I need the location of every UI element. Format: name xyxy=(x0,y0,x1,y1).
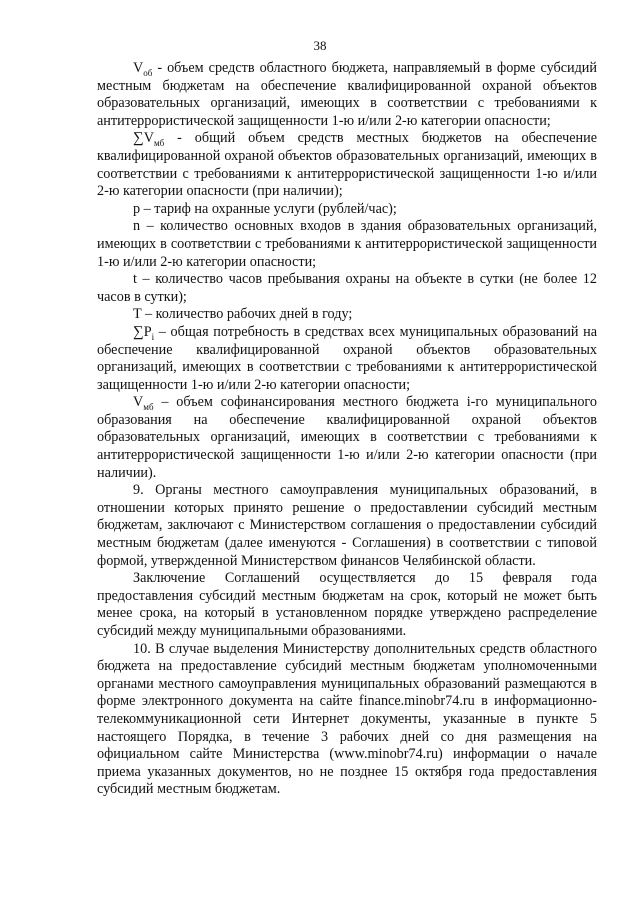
paragraph-vob: $V_{об}$ - объем средств областного бюджета, направляемый в форме субсидий местным бюджетам на обеспечение квалифицированной охраной объектов образовательных организаций, имеющих в соответствии с требованиями к антитеррористической защищенности 1-ю и/или 2-ю категории опасности; xyxy=(97,60,597,129)
paragraph-n: n – количество основных входов в здания образовательных организаций, имеющих в соответствии с требованиями к антитеррористической защищенности 1-ю и/или 2-ю категории опасности; xyxy=(97,218,597,270)
document-body xyxy=(97,60,597,799)
paragraph-agreement: Заключение Соглашений осуществляется до 15 февраля года предоставления субсидий местным бюджетам на срок, который не может быть менее срока, на который в установленном порядке утверждено распределение субсидий между муниципальными образованиями. xyxy=(97,570,597,639)
paragraph-sum-pi: $\sum P_i$ – общая потребность в средствах всех муниципальных образований на обеспечение квалифицированной охраной объектов образовательных организаций, имеющих в соответствии с требованиями к антитеррористической защищенности 1-ю и/или 2-ю категории опасности; xyxy=(97,323,597,393)
paragraph-item-10: 10. В случае выделения Министерству дополнительных средств областного бюджета на предоставление субсидий местным бюджетам уполномоченными органами местного самоуправления муниципальных образований размещаются в форме электронного документа на сайте finance.minobr74.ru в информационно-телекоммуникационной сети Интернет документы, указанные в пункте 5 настоящего Порядка, в течение 3 рабочих дней со дня размещения на официальном сайте Министерства (www.minobr74.ru) информации о начале приема указанных документов, но не позднее 15 октября года предоставления субсидий местным бюджетам. xyxy=(97,640,597,798)
paragraph-p: р – тариф на охранные услуги (рублей/час); xyxy=(133,200,397,217)
paragraph-sum-vmb: $\sum V_{мб}$ - общий объем средств местных бюджетов на обеспечение квалифицированной охраной объектов образовательных организаций, имеющих в соответствии с требованиями к антитеррористической защищенности 1-ю и/или 2-ю категории опасности (при наличии); xyxy=(97,130,597,200)
paragraph-item-9: 9. Органы местного самоуправления муниципальных образований, в отношении которых принято решение о предоставлении субсидий местным бюджетам, заключают с Министерством соглашения о предоставлении субсидий местным бюджетам (далее именуются - Соглашения) в соответствии с типовой формой, утвержденной Министерством финансов Челябинской области. xyxy=(97,482,597,569)
paragraph-t: t – количество часов пребывания охраны на объекте в сутки (не более 12 часов в сутки); xyxy=(97,271,597,305)
page-number: 38 xyxy=(313,38,327,53)
paragraph-T: T – количество рабочих дней в году; xyxy=(133,306,353,323)
paragraph-vmb: $V_{мб}$ – объем софинансирования местного бюджета i-го муниципального образования на обеспечение квалифицированной охраной объектов образовательных организаций, имеющих в соответствии с требованиями к антитеррористической защищенности 1-ю и/или 2-ю категории опасности (при наличии). xyxy=(97,394,597,481)
